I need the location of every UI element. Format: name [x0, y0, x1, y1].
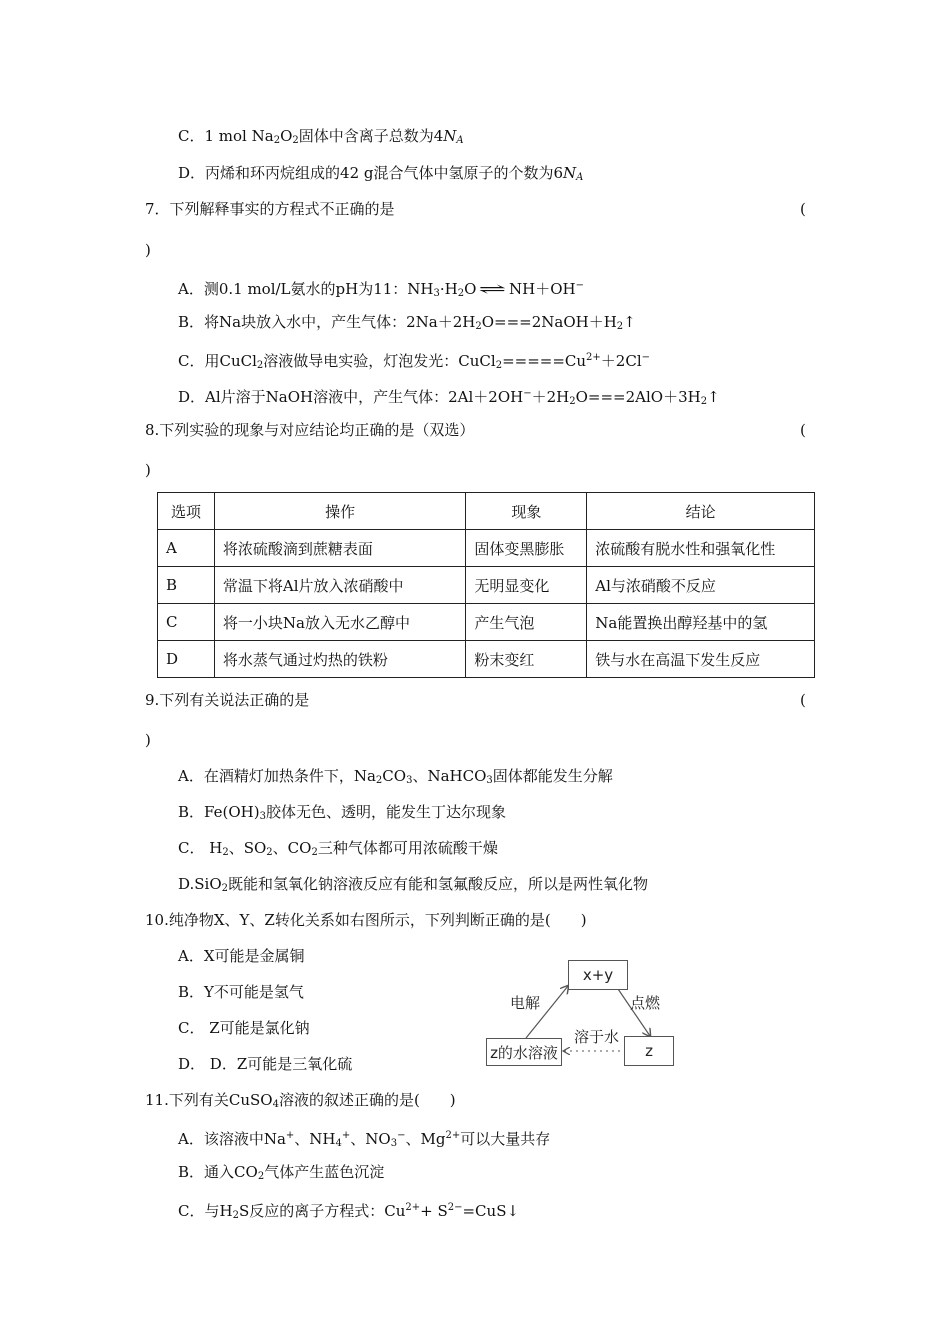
q10-option-c: C． Z可能是氯化钠 — [178, 1019, 310, 1037]
table-row — [158, 530, 815, 567]
table-cell: Al与浓硝酸不反应 — [587, 567, 815, 604]
table-cell: D — [158, 641, 215, 678]
q7-option-d: D．Al片溶于NaOH溶液中，产生气体：$2Al+2OH^-+2H_2O===2AlO+3H_2↑$ — [178, 388, 720, 407]
table-row — [158, 567, 815, 604]
q11-stem: 11.下列有关CuSO$_4$溶液的叙述正确的是( ) — [145, 1091, 456, 1110]
table-cell: 浓硫酸有脱水性和强氧化性 — [587, 530, 815, 567]
reversible-arrow-icon: ⇌ — [478, 280, 507, 298]
table-cell: A — [158, 530, 215, 567]
q8-answer-paren-close: ) — [145, 461, 151, 479]
diagram-label-dissolve: 溶于水 — [574, 1028, 620, 1046]
q7-option-a: A．测0.1 mol/L氨水的pH为11：$NH_3\cdot H_2O$ ⇌ NH＋OH− — [178, 280, 584, 299]
table-cell: 产生气泡 — [466, 604, 587, 641]
table-header-cell: 结论 — [587, 493, 815, 530]
table-cell: 固体变黑膨胀 — [466, 530, 587, 567]
diagram-label-ignition: 点燃 — [630, 994, 661, 1012]
table-cell: 无明显变化 — [466, 567, 587, 604]
table-cell: Na能置换出醇羟基中的氢 — [587, 604, 815, 641]
diagram-box-xy: x+y — [568, 960, 628, 990]
table-cell: 常温下将Al片放入浓硝酸中 — [214, 567, 466, 604]
q9-answer-paren-close: ) — [145, 731, 151, 749]
table-header-cell: 选项 — [158, 493, 215, 530]
table-header-cell: 现象 — [466, 493, 587, 530]
q8-table — [157, 492, 815, 678]
q10-option-a: A．X可能是金属铜 — [178, 947, 305, 965]
q11-option-a: A．该溶液中Na+、$NH_4^+$、$NO_3^-$、$Mg^{2+}$可以大量共存 — [178, 1130, 551, 1149]
table-cell: 将一小块Na放入无水乙醇中 — [214, 604, 466, 641]
diagram-box-z: z — [624, 1036, 674, 1066]
table-row — [158, 641, 815, 678]
q9-stem: 9.下列有关说法正确的是 — [145, 691, 310, 709]
q6-option-d: D．丙烯和环丙烷组成的42 g混合气体中氢原子的个数为$6N_A$ — [178, 164, 584, 183]
q8-answer-paren-open: ( — [800, 421, 806, 439]
table-cell: B — [158, 567, 215, 604]
q11-option-b: B．通入$CO_2$气体产生蓝色沉淀 — [178, 1163, 385, 1182]
diagram-label-electrolysis: 电解 — [510, 994, 541, 1012]
q10-conversion-diagram — [484, 958, 684, 1070]
q10-option-d: D． D．Z可能是三氧化硫 — [178, 1055, 353, 1073]
table-cell: 铁与水在高温下发生反应 — [587, 641, 815, 678]
diagram-box-z-solution: z的水溶液 — [486, 1038, 562, 1066]
table-cell: 将浓硫酸滴到蔗糖表面 — [214, 530, 466, 567]
q11-option-c: C．与$H_2S$反应的离子方程式：$Cu^{2+}+$ $S^{2-}=CuS↓$ — [178, 1202, 520, 1221]
q8-stem: 8.下列实验的现象与对应结论均正确的是（双选） — [145, 421, 475, 439]
q9-answer-paren-open: ( — [800, 691, 806, 709]
table-cell: 粉末变红 — [466, 641, 587, 678]
q9-option-b: B．$Fe(OH)_3$胶体无色、透明，能发生丁达尔现象 — [178, 803, 506, 822]
table-header-cell: 操作 — [214, 493, 466, 530]
q7-stem: 7．下列解释事实的方程式不正确的是 — [145, 200, 395, 218]
table-cell: C — [158, 604, 215, 641]
q9-option-a: A．在酒精灯加热条件下，$Na_2CO_3$、NaHCO$_3$固体都能发生分解 — [178, 767, 613, 786]
table-row — [158, 604, 815, 641]
table-header-row — [158, 493, 815, 530]
q10-option-b: B．Y不可能是氢气 — [178, 983, 304, 1001]
q7-option-b: B．将Na块放入水中，产生气体：$2Na+2H_2O===2NaOH+H_2↑$ — [178, 313, 636, 332]
q7-answer-paren-open: ( — [800, 200, 806, 218]
q7-option-c: C．用CuCl$_2$溶液做导电实验，灯泡发光：$CuCl_2=====Cu^{2+}+2Cl^-$ — [178, 352, 651, 371]
q6-option-c: C．1 mol $Na_2O_2$固体中含离子总数为$4N_A$ — [178, 127, 464, 146]
q10-stem: 10.纯净物X、Y、Z转化关系如右图所示，下列判断正确的是( ) — [145, 911, 587, 929]
q7-answer-paren-close: ) — [145, 241, 151, 259]
q9-option-c: C． $H_2$、$SO_2$、$CO_2$三种气体都可用浓硫酸干燥 — [178, 839, 498, 858]
q9-option-d: D.SiO$_2$既能和氢氧化钠溶液反应有能和氢氟酸反应，所以是两性氧化物 — [178, 875, 649, 894]
table-cell: 将水蒸气通过灼热的铁粉 — [214, 641, 466, 678]
